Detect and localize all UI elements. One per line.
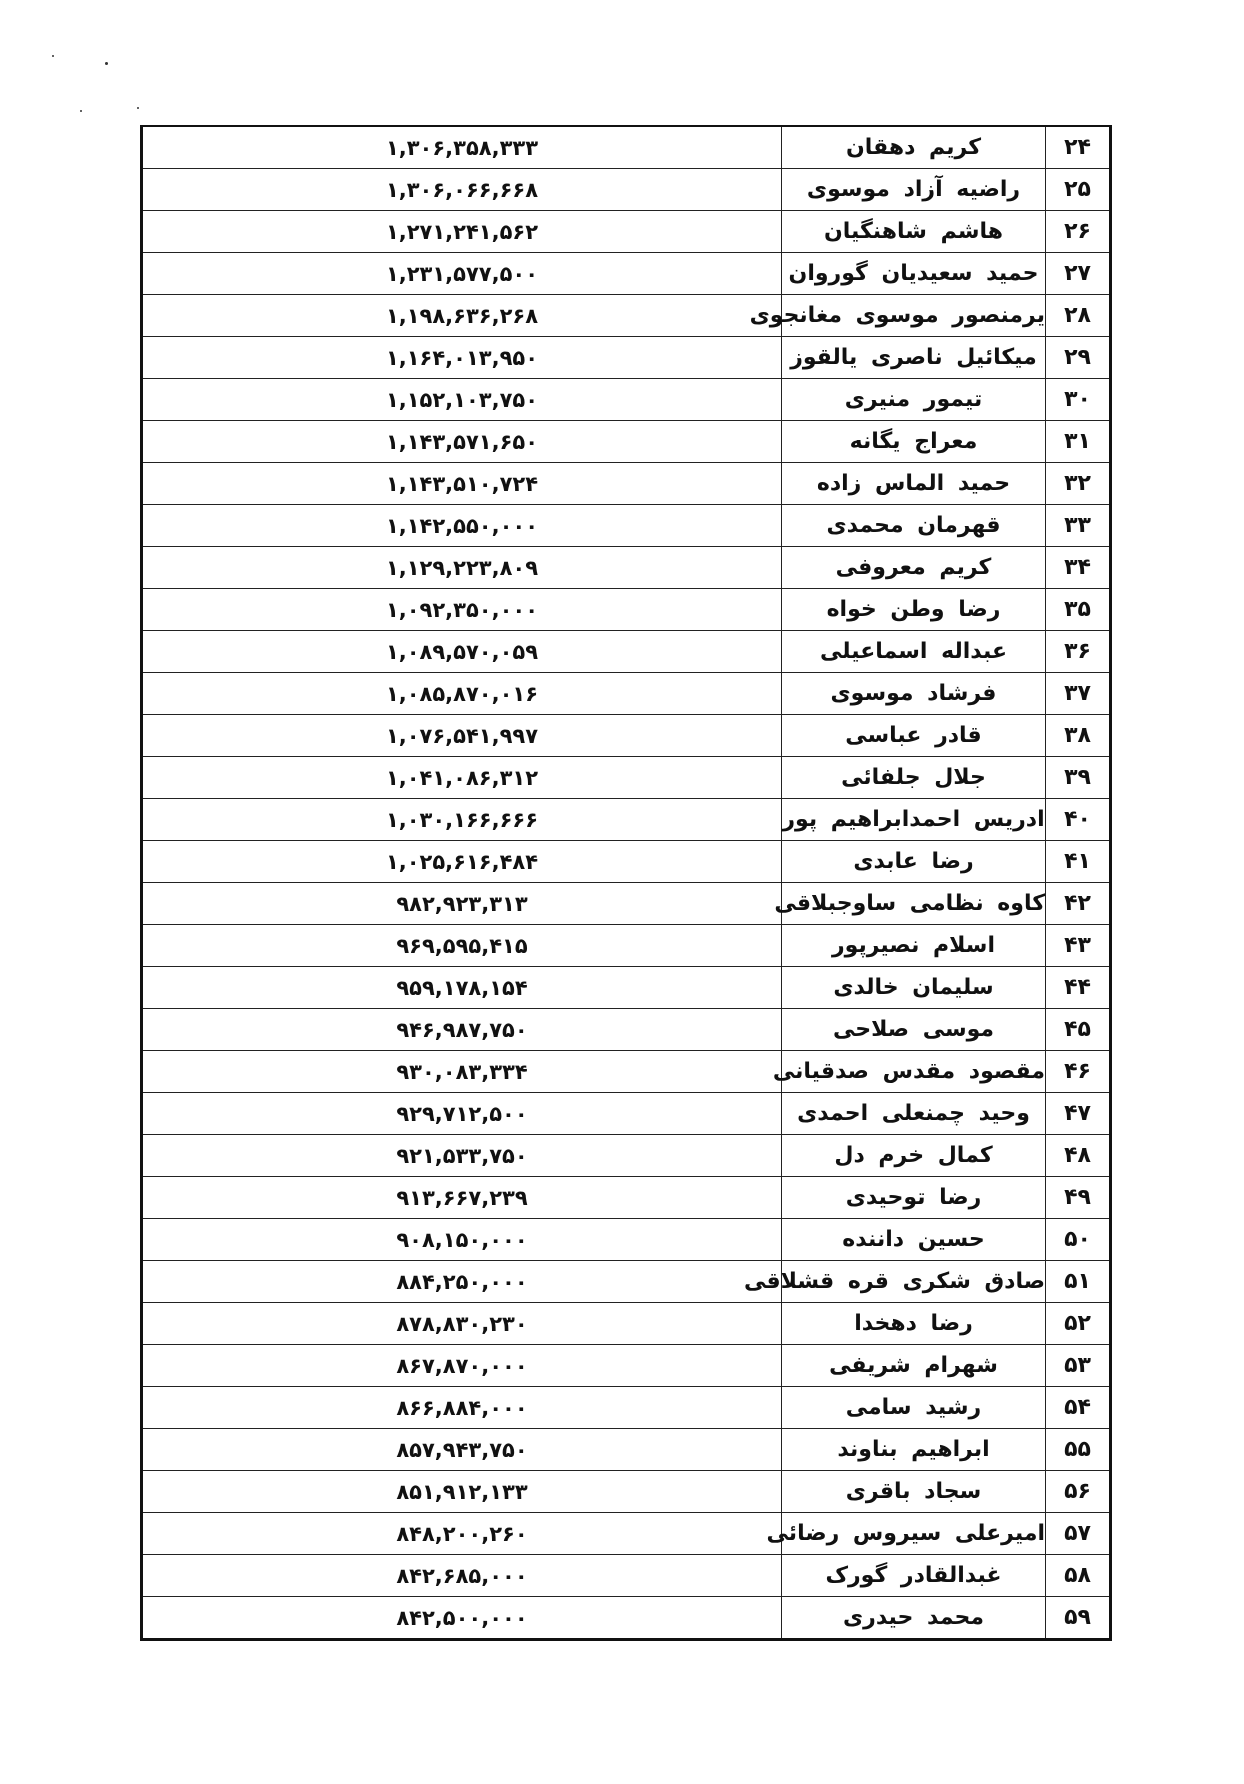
name-cell: فرشاد موسوی bbox=[782, 673, 1046, 715]
amount-cell: ۸۵۷,۹۴۳,۷۵۰ bbox=[142, 1429, 782, 1471]
name-cell: صادق شکری قره قشلاقی bbox=[782, 1261, 1046, 1303]
rank-cell: ۳۱ bbox=[1046, 421, 1111, 463]
rank-cell: ۲۶ bbox=[1046, 211, 1111, 253]
rank-cell: ۳۴ bbox=[1046, 547, 1111, 589]
table-row bbox=[142, 925, 1111, 967]
rank-cell: ۲۹ bbox=[1046, 337, 1111, 379]
amount-cell: ۱,۰۸۹,۵۷۰,۰۵۹ bbox=[142, 631, 782, 673]
table-row bbox=[142, 1177, 1111, 1219]
table-row bbox=[142, 1555, 1111, 1597]
table-row bbox=[142, 1303, 1111, 1345]
table-row bbox=[142, 589, 1111, 631]
amount-cell: ۱,۳۰۶,۰۶۶,۶۶۸ bbox=[142, 169, 782, 211]
amount-cell: ۸۸۴,۲۵۰,۰۰۰ bbox=[142, 1261, 782, 1303]
name-cell: کاوه نظامی ساوجبلاقی bbox=[782, 883, 1046, 925]
amount-cell: ۸۴۲,۶۸۵,۰۰۰ bbox=[142, 1555, 782, 1597]
name-cell: رضا دهخدا bbox=[782, 1303, 1046, 1345]
name-cell: سجاد باقری bbox=[782, 1471, 1046, 1513]
table-row bbox=[142, 1471, 1111, 1513]
rank-cell: ۴۴ bbox=[1046, 967, 1111, 1009]
rank-cell: ۵۷ bbox=[1046, 1513, 1111, 1555]
rank-cell: ۵۲ bbox=[1046, 1303, 1111, 1345]
name-cell: معراج یگانه bbox=[782, 421, 1046, 463]
rank-cell: ۳۳ bbox=[1046, 505, 1111, 547]
table-row bbox=[142, 1135, 1111, 1177]
amount-cell: ۱,۲۷۱,۲۴۱,۵۶۲ bbox=[142, 211, 782, 253]
rank-cell: ۴۰ bbox=[1046, 799, 1111, 841]
name-cell: حمید الماس زاده bbox=[782, 463, 1046, 505]
name-cell: یرمنصور موسوی مغانجوی bbox=[782, 295, 1046, 337]
amount-cell: ۱,۱۲۹,۲۲۳,۸۰۹ bbox=[142, 547, 782, 589]
amount-cell: ۱,۲۳۱,۵۷۷,۵۰۰ bbox=[142, 253, 782, 295]
amount-cell: ۹۱۳,۶۶۷,۲۳۹ bbox=[142, 1177, 782, 1219]
name-cell: ابراهیم بناوند bbox=[782, 1429, 1046, 1471]
table-row bbox=[142, 169, 1111, 211]
table-row bbox=[142, 715, 1111, 757]
name-cell: کمال خرم دل bbox=[782, 1135, 1046, 1177]
table-row bbox=[142, 1387, 1111, 1429]
amount-cell: ۱,۱۵۲,۱۰۳,۷۵۰ bbox=[142, 379, 782, 421]
name-cell: ادریس احمدابراهیم پور bbox=[782, 799, 1046, 841]
rank-cell: ۳۹ bbox=[1046, 757, 1111, 799]
table-row bbox=[142, 505, 1111, 547]
table-row bbox=[142, 211, 1111, 253]
rank-cell: ۴۷ bbox=[1046, 1093, 1111, 1135]
scan-speck bbox=[105, 62, 108, 65]
rank-cell: ۴۲ bbox=[1046, 883, 1111, 925]
amount-cell: ۱,۱۹۸,۶۳۶,۲۶۸ bbox=[142, 295, 782, 337]
amount-cell: ۸۶۷,۸۷۰,۰۰۰ bbox=[142, 1345, 782, 1387]
amount-cell: ۹۶۹,۵۹۵,۴۱۵ bbox=[142, 925, 782, 967]
rank-cell: ۵۹ bbox=[1046, 1597, 1111, 1640]
name-cell: وحید چمنعلی احمدی bbox=[782, 1093, 1046, 1135]
amount-cell: ۱,۱۴۳,۵۱۰,۷۲۴ bbox=[142, 463, 782, 505]
table-row bbox=[142, 1513, 1111, 1555]
table-row bbox=[142, 631, 1111, 673]
amount-cell: ۱,۰۷۶,۵۴۱,۹۹۷ bbox=[142, 715, 782, 757]
name-cell: غبدالقادر گورک bbox=[782, 1555, 1046, 1597]
rank-cell: ۴۶ bbox=[1046, 1051, 1111, 1093]
rank-cell: ۵۳ bbox=[1046, 1345, 1111, 1387]
table-row bbox=[142, 757, 1111, 799]
scan-speck bbox=[52, 55, 54, 57]
amount-cell: ۹۳۰,۰۸۳,۳۳۴ bbox=[142, 1051, 782, 1093]
amount-cell: ۱,۰۴۱,۰۸۶,۳۱۲ bbox=[142, 757, 782, 799]
table-row bbox=[142, 1219, 1111, 1261]
amount-cell: ۸۴۲,۵۰۰,۰۰۰ bbox=[142, 1597, 782, 1640]
name-cell: سلیمان خالدی bbox=[782, 967, 1046, 1009]
name-cell: مقصود مقدس صدقیانی bbox=[782, 1051, 1046, 1093]
table-row bbox=[142, 463, 1111, 505]
amount-cell: ۹۲۱,۵۳۳,۷۵۰ bbox=[142, 1135, 782, 1177]
scan-speck bbox=[137, 107, 139, 109]
debtors-table bbox=[140, 125, 1112, 1641]
table-row bbox=[142, 1009, 1111, 1051]
rank-cell: ۴۳ bbox=[1046, 925, 1111, 967]
table-row bbox=[142, 1345, 1111, 1387]
name-cell: محمد حیدری bbox=[782, 1597, 1046, 1640]
amount-cell: ۹۵۹,۱۷۸,۱۵۴ bbox=[142, 967, 782, 1009]
amount-cell: ۹۰۸,۱۵۰,۰۰۰ bbox=[142, 1219, 782, 1261]
name-cell: اسلام نصیرپور bbox=[782, 925, 1046, 967]
table-row bbox=[142, 1597, 1111, 1640]
name-cell: هاشم شاهنگیان bbox=[782, 211, 1046, 253]
table-row bbox=[142, 379, 1111, 421]
table-row bbox=[142, 126, 1111, 169]
table-row bbox=[142, 967, 1111, 1009]
rank-cell: ۵۶ bbox=[1046, 1471, 1111, 1513]
amount-cell: ۱,۰۸۵,۸۷۰,۰۱۶ bbox=[142, 673, 782, 715]
amount-cell: ۱,۱۴۲,۵۵۰,۰۰۰ bbox=[142, 505, 782, 547]
rank-cell: ۵۰ bbox=[1046, 1219, 1111, 1261]
amount-cell: ۱,۳۰۶,۳۵۸,۳۳۳ bbox=[142, 126, 782, 169]
name-cell: عبداله اسماعیلی bbox=[782, 631, 1046, 673]
name-cell: جلال جلفائی bbox=[782, 757, 1046, 799]
table-row bbox=[142, 799, 1111, 841]
rank-cell: ۲۵ bbox=[1046, 169, 1111, 211]
amount-cell: ۹۲۹,۷۱۲,۵۰۰ bbox=[142, 1093, 782, 1135]
rank-cell: ۳۲ bbox=[1046, 463, 1111, 505]
table-row bbox=[142, 547, 1111, 589]
table-row bbox=[142, 295, 1111, 337]
name-cell: رضا وطن خواه bbox=[782, 589, 1046, 631]
rank-cell: ۵۴ bbox=[1046, 1387, 1111, 1429]
name-cell: امیرعلی سیروس رضائی bbox=[782, 1513, 1046, 1555]
table-row bbox=[142, 1093, 1111, 1135]
name-cell: قادر عباسی bbox=[782, 715, 1046, 757]
amount-cell: ۹۸۲,۹۲۳,۳۱۳ bbox=[142, 883, 782, 925]
table-row bbox=[142, 1429, 1111, 1471]
rank-cell: ۲۸ bbox=[1046, 295, 1111, 337]
rank-cell: ۵۱ bbox=[1046, 1261, 1111, 1303]
amount-cell: ۸۷۸,۸۳۰,۲۳۰ bbox=[142, 1303, 782, 1345]
rank-cell: ۳۷ bbox=[1046, 673, 1111, 715]
rank-cell: ۳۶ bbox=[1046, 631, 1111, 673]
name-cell: حسین داننده bbox=[782, 1219, 1046, 1261]
name-cell: کریم دهقان bbox=[782, 126, 1046, 169]
name-cell: کریم معروفی bbox=[782, 547, 1046, 589]
table-row bbox=[142, 421, 1111, 463]
table-row bbox=[142, 253, 1111, 295]
name-cell: موسی صلاحی bbox=[782, 1009, 1046, 1051]
table-body bbox=[142, 126, 1111, 1640]
scan-speck bbox=[80, 110, 82, 112]
rank-cell: ۳۸ bbox=[1046, 715, 1111, 757]
name-cell: شهرام شریفی bbox=[782, 1345, 1046, 1387]
rank-cell: ۴۹ bbox=[1046, 1177, 1111, 1219]
rank-cell: ۳۰ bbox=[1046, 379, 1111, 421]
amount-cell: ۱,۱۶۴,۰۱۳,۹۵۰ bbox=[142, 337, 782, 379]
name-cell: قهرمان محمدی bbox=[782, 505, 1046, 547]
table-row bbox=[142, 841, 1111, 883]
name-cell: رشید سامی bbox=[782, 1387, 1046, 1429]
table-row bbox=[142, 883, 1111, 925]
name-cell: حمید سعیدیان گوروان bbox=[782, 253, 1046, 295]
amount-cell: ۸۵۱,۹۱۲,۱۳۳ bbox=[142, 1471, 782, 1513]
rank-cell: ۲۷ bbox=[1046, 253, 1111, 295]
amount-cell: ۹۴۶,۹۸۷,۷۵۰ bbox=[142, 1009, 782, 1051]
amount-cell: ۱,۰۳۰,۱۶۶,۶۶۶ bbox=[142, 799, 782, 841]
rank-cell: ۲۴ bbox=[1046, 126, 1111, 169]
table-row bbox=[142, 673, 1111, 715]
name-cell: رضا توحیدی bbox=[782, 1177, 1046, 1219]
rank-cell: ۴۱ bbox=[1046, 841, 1111, 883]
amount-cell: ۱,۰۲۵,۶۱۶,۴۸۴ bbox=[142, 841, 782, 883]
name-cell: میکائیل ناصری یالقوز bbox=[782, 337, 1046, 379]
table-row bbox=[142, 1261, 1111, 1303]
amount-cell: ۱,۱۴۳,۵۷۱,۶۵۰ bbox=[142, 421, 782, 463]
rank-cell: ۳۵ bbox=[1046, 589, 1111, 631]
rank-cell: ۵۵ bbox=[1046, 1429, 1111, 1471]
rank-cell: ۴۵ bbox=[1046, 1009, 1111, 1051]
rank-cell: ۵۸ bbox=[1046, 1555, 1111, 1597]
table-row bbox=[142, 337, 1111, 379]
name-cell: رضا عابدی bbox=[782, 841, 1046, 883]
table-row bbox=[142, 1051, 1111, 1093]
amount-cell: ۱,۰۹۲,۳۵۰,۰۰۰ bbox=[142, 589, 782, 631]
amount-cell: ۸۴۸,۲۰۰,۲۶۰ bbox=[142, 1513, 782, 1555]
rank-cell: ۴۸ bbox=[1046, 1135, 1111, 1177]
name-cell: تیمور منیری bbox=[782, 379, 1046, 421]
name-cell: راضیه آزاد موسوی bbox=[782, 169, 1046, 211]
amount-cell: ۸۶۶,۸۸۴,۰۰۰ bbox=[142, 1387, 782, 1429]
